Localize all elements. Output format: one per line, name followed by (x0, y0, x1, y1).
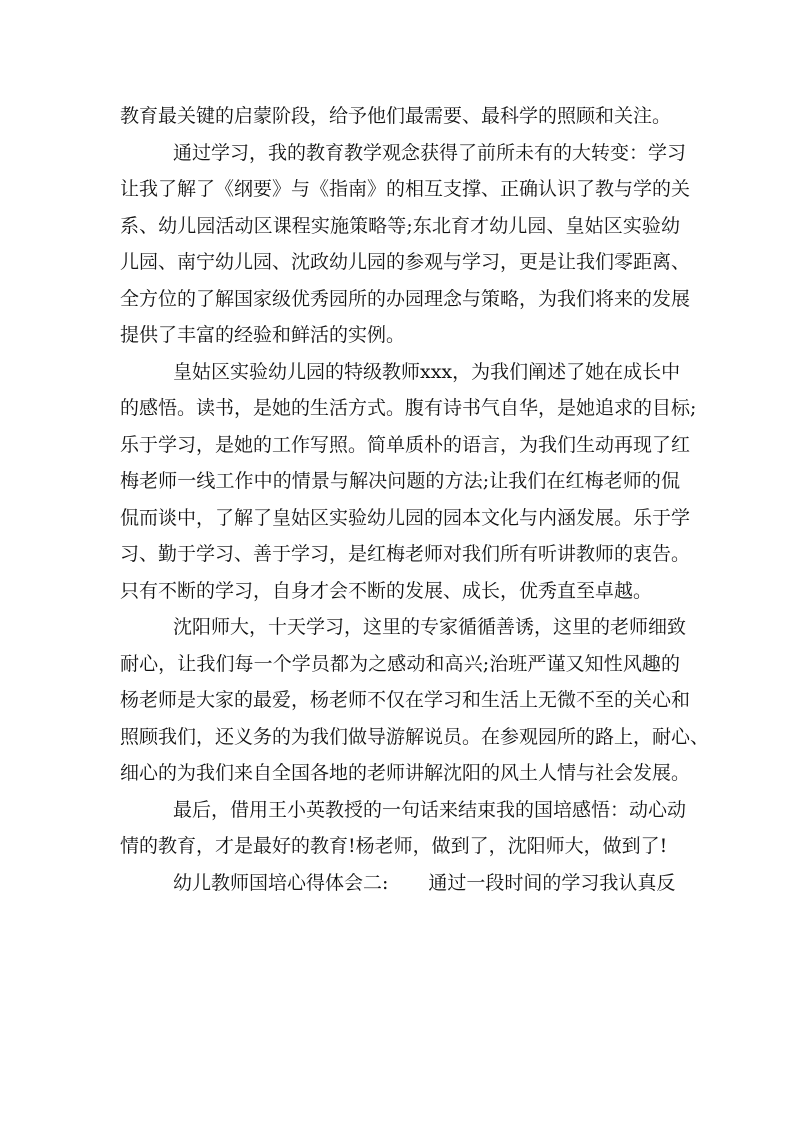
body-text (120, 98, 710, 901)
section-heading: 幼儿教师国培心得体会二: (173, 871, 389, 894)
paragraph-first-line: 皇姑区实验幼儿园的特级教师xxx，为我们阐述了她在成长中 (173, 360, 681, 383)
text-line: 让我了解了《纲要》与《指南》的相互支撑、正确认识了教与学的关 (120, 178, 691, 200)
text-line: 耐心，让我们每一个学员都为之感动和高兴;治班严谨又知性风趣的 (120, 652, 680, 675)
section-opening-text: 通过一段时间的学习我认真反 (428, 871, 676, 894)
paragraph-first-line: 通过学习，我的教育教学观念获得了前所未有的大转变：学习 (173, 141, 687, 164)
text-line: 习、勤于学习、善于学习，是红梅老师对我们所有听讲教师的衷告。 (120, 543, 691, 565)
text-line: 的感悟。读书，是她的生活方式。腹有诗书气自华，是她追求的目标; (120, 397, 697, 419)
text-line: 情的教育，才是最好的教育!杨老师，做到了，沈阳师大，做到了! (120, 835, 668, 857)
paragraph-first-line: 最后，借用王小英教授的一句话来结束我的国培感悟：动心动 (173, 798, 687, 821)
text-line: 系、幼儿园活动区课程实施策略等;东北育才幼儿园、皇姑区实验幼 (120, 214, 680, 237)
text-line: 提供了丰富的经验和鲜活的实例。 (120, 324, 406, 346)
text-line: 侃而谈中，了解了皇姑区实验幼儿园的园本文化与内涵发展。乐于学 (120, 506, 691, 529)
text-line: 只有不断的学习，自身才会不断的发展、成长，优秀直至卓越。 (120, 579, 653, 602)
text-line: 全方位的了解国家级优秀园所的办园理念与策略，为我们将来的发展 (120, 287, 691, 310)
text-line: 儿园、南宁幼儿园、沈政幼儿园的参观与学习，更是让我们零距离、 (120, 251, 691, 273)
text-line: 乐于学习，是她的工作写照。简单质朴的语言，为我们生动再现了红 (120, 433, 691, 456)
text-line: 教育最关键的启蒙阶段，给予他们最需要、最科学的照顾和关注。 (120, 105, 672, 127)
text-line: 照顾我们，还义务的为我们做导游解说员。在参观园所的路上，耐心、 (120, 725, 710, 748)
paragraph-first-line: 沈阳师大，十天学习，这里的专家循循善诱，这里的老师细致 (173, 616, 687, 638)
text-line: 细心的为我们来自全国各地的老师讲解沈阳的风土人情与社会发展。 (120, 762, 691, 784)
text-line: 梅老师一线工作中的情景与解决问题的方法;让我们在红梅老师的侃 (120, 470, 680, 492)
section-heading-line (120, 865, 680, 902)
text-line: 杨老师是大家的最爱，杨老师不仅在学习和生活上无微不至的关心和 (120, 689, 691, 711)
